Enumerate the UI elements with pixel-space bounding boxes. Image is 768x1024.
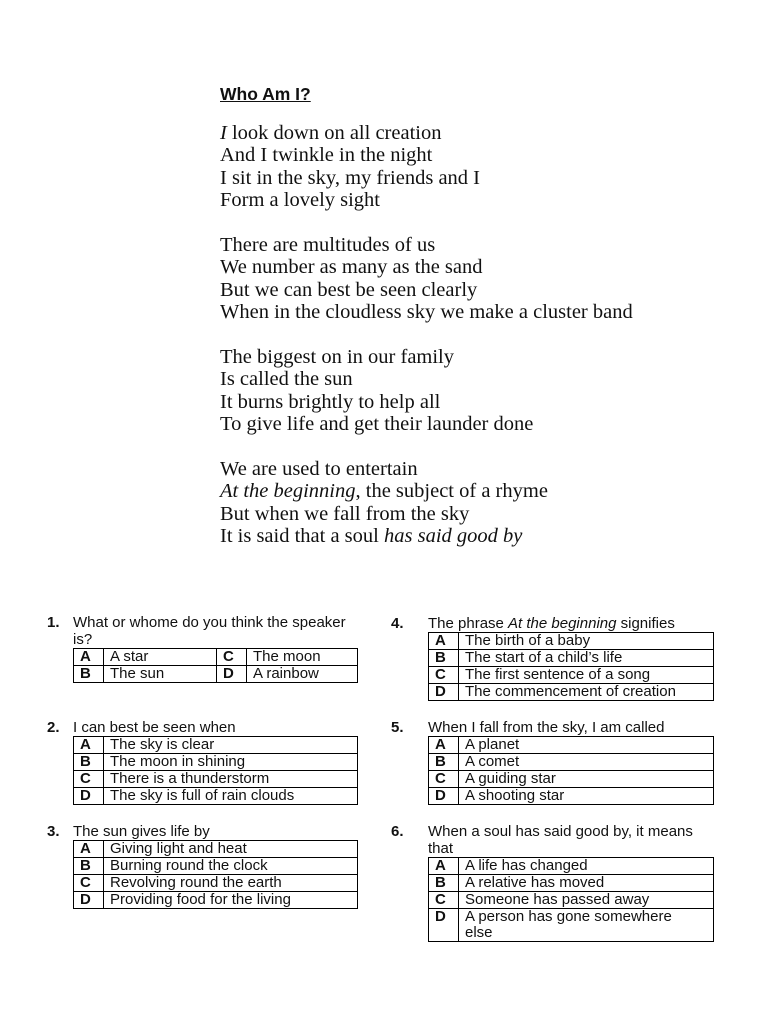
option-row (429, 650, 714, 667)
option-letter: A (429, 633, 459, 650)
option-row (429, 875, 714, 892)
option-letter: B (74, 858, 104, 875)
poem-line: The biggest on in our family (220, 345, 454, 368)
option-text: A comet (459, 754, 714, 771)
option-text: The moon in shining (104, 754, 358, 771)
option-row (74, 737, 358, 754)
option-text: The sky is full of rain clouds (104, 788, 358, 805)
options-table (73, 736, 358, 805)
stanza-4 (220, 458, 740, 548)
option-row (74, 841, 358, 858)
option-letter: B (74, 754, 104, 771)
question-2 (47, 719, 358, 805)
option-row (429, 909, 714, 942)
option-text: There is a thunderstorm (104, 771, 358, 788)
option-letter: D (429, 909, 459, 942)
question-number: 1. (47, 614, 60, 631)
poem-line: Is called the sun (220, 368, 353, 391)
option-letter: A (74, 841, 104, 858)
option-letter: C (217, 649, 247, 666)
option-text: The first sentence of a song (459, 667, 714, 684)
poem-line: It burns brightly to help all (220, 390, 441, 413)
option-text: Giving light and heat (104, 841, 358, 858)
option-row (429, 858, 714, 875)
poem-line: When in the cloudless sky we make a cluster band (220, 301, 633, 324)
poem-line: We are used to entertain (220, 457, 418, 480)
option-row (429, 771, 714, 788)
option-text: The commencement of creation (459, 684, 714, 701)
question-number: 2. (47, 719, 60, 736)
option-text: The start of a child’s life (459, 650, 714, 667)
question-number: 5. (391, 719, 404, 736)
option-letter: B (429, 754, 459, 771)
question-prompt: I can best be seen when (73, 719, 236, 736)
option-row (74, 892, 358, 909)
question-5 (391, 719, 714, 805)
option-letter: D (74, 788, 104, 805)
option-letter: C (429, 892, 459, 909)
poem-line (220, 122, 740, 144)
options-table (428, 857, 714, 942)
option-row (429, 788, 714, 805)
option-letter: C (429, 771, 459, 788)
poem-line: There are multitudes of us (220, 233, 436, 256)
stanza-3 (220, 346, 740, 436)
option-row (74, 754, 358, 771)
question-prompt: The sun gives life by (73, 823, 210, 840)
option-row (74, 771, 358, 788)
options-table (428, 632, 714, 701)
poem-line-text: It is said that a soul (220, 525, 384, 548)
stanza-1 (220, 122, 740, 212)
option-row (74, 875, 358, 892)
poem (220, 122, 740, 570)
option-letter: A (74, 737, 104, 754)
question-number: 4. (391, 615, 404, 632)
stanza-2 (220, 234, 740, 324)
option-letter: C (74, 875, 104, 892)
option-text: A relative has moved (459, 875, 714, 892)
poem-line: I sit in the sky, my friends and I (220, 166, 481, 189)
option-text: The sun (104, 666, 217, 683)
option-letter: C (74, 771, 104, 788)
option-letter: D (429, 684, 459, 701)
options-table (73, 648, 358, 683)
option-letter: B (429, 875, 459, 892)
poem-line: But when we fall from the sky (220, 502, 470, 525)
option-letter: D (429, 788, 459, 805)
poem-line: We number as many as the sand (220, 256, 483, 279)
option-text: Someone has passed away (459, 892, 714, 909)
option-text: A rainbow (247, 666, 358, 683)
option-row (429, 754, 714, 771)
option-letter: B (429, 650, 459, 667)
option-text: The sky is clear (104, 737, 358, 754)
worksheet-title: Who Am I? (220, 84, 311, 104)
question-number: 3. (47, 823, 60, 840)
poem-line (220, 480, 740, 502)
option-letter: C (429, 667, 459, 684)
option-row (429, 737, 714, 754)
option-row (429, 892, 714, 909)
option-row (74, 649, 358, 666)
option-letter: A (429, 737, 459, 754)
options-table (428, 736, 714, 805)
question-prompt: What or whome do you think the speaker is? (73, 614, 346, 648)
poem-line: To give life and get their launder done (220, 413, 534, 436)
option-text: A planet (459, 737, 714, 754)
prompt-text: The phrase (428, 615, 509, 632)
poem-line: But we can best be seen clearly (220, 278, 478, 301)
option-letter: D (74, 892, 104, 909)
poem-line: And I twinkle in the night (220, 144, 433, 167)
option-text: A guiding star (459, 771, 714, 788)
option-letter: B (74, 666, 104, 683)
question-1 (47, 614, 358, 683)
poem-line-text: , the subject of a rhyme (355, 480, 548, 503)
option-text: Providing food for the living (104, 892, 358, 909)
option-row (429, 633, 714, 650)
option-row (74, 788, 358, 805)
option-text: The moon (247, 649, 358, 666)
option-text: Burning round the clock (104, 858, 358, 875)
question-prompt: When I fall from the sky, I am called (428, 719, 665, 736)
question-number: 6. (391, 823, 404, 840)
prompt-text: signifies (616, 615, 675, 632)
option-row (74, 666, 358, 683)
option-text: A life has changed (459, 858, 714, 875)
options-table (73, 840, 358, 909)
option-text: A person has gone somewhere else (459, 909, 714, 942)
poem-line (220, 525, 740, 547)
option-row (429, 684, 714, 701)
option-row (429, 667, 714, 684)
prompt-emphasis: At the beginning (508, 615, 617, 632)
option-text: A star (104, 649, 217, 666)
poem-line-emphasis: has said good by (383, 525, 523, 548)
question-3 (47, 823, 358, 909)
question-6 (391, 823, 714, 942)
option-letter: A (429, 858, 459, 875)
poem-line: Form a lovely sight (220, 189, 381, 212)
option-text: The birth of a baby (459, 633, 714, 650)
question-4 (391, 615, 714, 701)
option-text: A shooting star (459, 788, 714, 805)
option-text: Revolving round the earth (104, 875, 358, 892)
option-letter: D (217, 666, 247, 683)
poem-line-emphasis: I (220, 122, 227, 144)
option-row (74, 858, 358, 875)
question-prompt: When a soul has said good by, it means that (428, 823, 693, 857)
option-letter: A (74, 649, 104, 666)
poem-line-emphasis: At the beginning (220, 480, 356, 503)
poem-line-text: look down on all creation (226, 122, 442, 144)
question-prompt (428, 615, 714, 632)
